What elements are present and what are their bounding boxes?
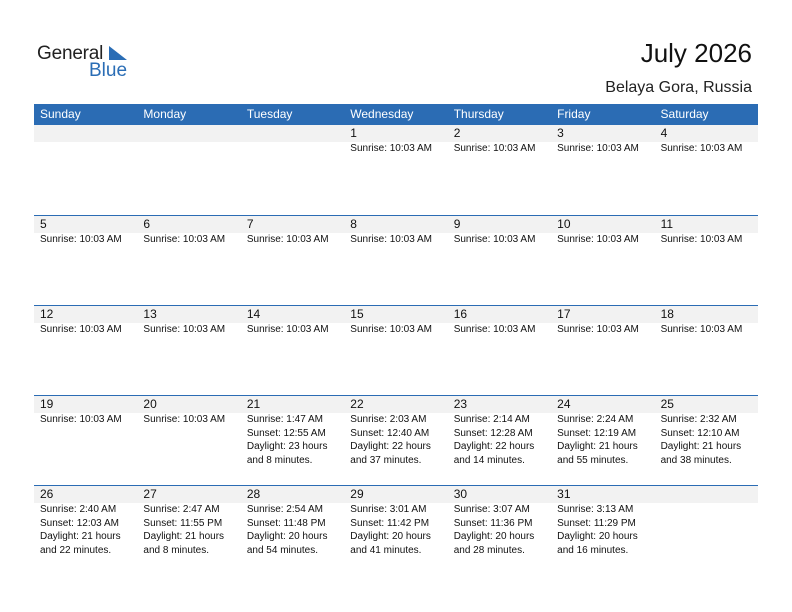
- sun-info: [247, 503, 344, 557]
- sun-info-line: Sunrise: 2:14 AM: [453, 414, 530, 425]
- sun-info: [454, 503, 551, 557]
- day-number: 1: [350, 126, 357, 140]
- day-cell-7: [241, 216, 344, 305]
- day-cell-21: [241, 396, 344, 485]
- sun-info-line: Sunrise: 10:03 AM: [557, 324, 639, 335]
- day-cell-3: [551, 125, 654, 214]
- logo-triangle-icon: [107, 46, 127, 64]
- week-row: [34, 485, 758, 576]
- day-number: 25: [660, 397, 674, 411]
- sun-info: [454, 323, 551, 337]
- sun-info-line: Sunrise: 10:03 AM: [453, 234, 536, 245]
- day-number: 20: [143, 397, 157, 411]
- sun-info: [350, 142, 447, 156]
- sun-info: [661, 323, 758, 337]
- sun-info: [247, 413, 344, 467]
- day-number: 7: [246, 217, 254, 231]
- sun-info-line: Sunrise: 10:03 AM: [350, 143, 432, 154]
- sun-info: [247, 233, 344, 247]
- sun-info: [661, 413, 758, 467]
- weekday-header-row: [34, 104, 758, 125]
- sun-info-line: Sunrise: 2:40 AM: [40, 504, 117, 515]
- sun-info: [40, 503, 137, 557]
- day-cell-22: [344, 396, 447, 485]
- sun-info: [143, 323, 240, 337]
- day-number: 24: [557, 397, 571, 411]
- day-number-bar: [137, 125, 240, 142]
- sun-info-line: and 8 minutes.: [246, 454, 313, 466]
- day-cell-28: [241, 486, 344, 575]
- sun-info-line: and 28 minutes.: [453, 544, 525, 556]
- day-number: 30: [453, 487, 468, 501]
- day-number: 22: [350, 397, 364, 411]
- sun-info: [454, 413, 551, 467]
- logo-blue-text: Blue: [89, 60, 128, 81]
- sun-info-line: Sunset: 12:55 AM: [246, 427, 326, 439]
- day-number: 23: [453, 397, 468, 411]
- sun-info: [557, 142, 654, 156]
- day-number: 31: [557, 487, 571, 501]
- day-number-bar: [34, 125, 137, 142]
- day-number: 16: [453, 307, 468, 321]
- day-number: 26: [40, 487, 54, 501]
- sun-info: [143, 233, 240, 247]
- week-row: [34, 395, 758, 486]
- day-cell-23: [448, 396, 551, 485]
- day-number-bar: [241, 125, 344, 142]
- sun-info-line: Sunrise: 2:24 AM: [557, 414, 634, 425]
- sun-info-line: Sunrise: 3:07 AM: [453, 504, 530, 515]
- sun-info-line: Sunrise: 10:03 AM: [660, 143, 743, 154]
- sun-info-line: and 37 minutes.: [350, 454, 422, 466]
- sun-info: [454, 233, 551, 247]
- weekday-header-friday: Friday: [557, 107, 591, 121]
- location-subtitle: Belaya Gora, Russia: [605, 79, 752, 96]
- day-cell-11: [655, 216, 758, 305]
- empty-day-cell: [655, 486, 758, 575]
- sun-info: [40, 413, 137, 427]
- day-cell-17: [551, 306, 654, 395]
- day-cell-24: [551, 396, 654, 485]
- sun-info: [661, 142, 758, 156]
- day-number: 4: [660, 126, 668, 140]
- sun-info-line: Sunset: 11:55 PM: [143, 517, 223, 529]
- sun-info-line: Sunrise: 10:03 AM: [557, 143, 639, 154]
- sun-info: [350, 413, 447, 467]
- sun-info-line: Sunset: 12:10 AM: [660, 427, 740, 439]
- day-number: 15: [350, 307, 364, 321]
- day-cell-18: [655, 306, 758, 395]
- sun-info-line: Sunset: 11:42 PM: [350, 517, 430, 529]
- sun-info: [661, 233, 758, 247]
- day-number: 28: [246, 487, 261, 501]
- empty-day-cell: [241, 125, 344, 214]
- weekday-header-sunday: Sunday: [40, 107, 81, 121]
- sun-info: [557, 323, 654, 337]
- day-number-bar: [655, 486, 758, 503]
- day-number: 10: [557, 217, 571, 231]
- sun-info-line: Sunset: 12:03 AM: [40, 517, 119, 529]
- sun-info: [350, 503, 447, 557]
- sun-info-line: Sunrise: 3:13 AM: [557, 504, 634, 515]
- sun-info-line: and 14 minutes.: [453, 454, 525, 466]
- day-cell-30: [448, 486, 551, 575]
- day-cell-9: [448, 216, 551, 305]
- day-cell-31: [551, 486, 654, 575]
- day-cell-2: [448, 125, 551, 214]
- day-cell-19: [34, 396, 137, 485]
- sun-info-line: Daylight: 21 hours: [40, 531, 121, 543]
- day-number: 18: [660, 307, 674, 321]
- logo: [37, 43, 137, 83]
- sun-info-line: Sunset: 12:19 AM: [557, 427, 637, 439]
- day-cell-25: [655, 396, 758, 485]
- sun-info: [557, 503, 654, 557]
- day-number: 19: [40, 397, 54, 411]
- sun-info-line: Sunrise: 10:03 AM: [143, 324, 226, 335]
- sun-info-line: Sunrise: 10:03 AM: [40, 234, 122, 245]
- day-cell-12: [34, 306, 137, 395]
- logo-general-text: General: [37, 43, 104, 64]
- sun-info: [40, 233, 137, 247]
- sun-info-line: Sunrise: 3:01 AM: [350, 504, 427, 515]
- sun-info-line: Sunrise: 10:03 AM: [660, 324, 743, 335]
- day-number: 17: [557, 307, 571, 321]
- week-row: [34, 125, 758, 215]
- day-cell-26: [34, 486, 137, 575]
- empty-day-cell: [137, 125, 240, 214]
- day-number: 2: [453, 126, 461, 140]
- sun-info-line: and 16 minutes.: [557, 544, 629, 556]
- day-number: 3: [557, 126, 564, 140]
- sun-info-line: Daylight: 22 hours: [350, 441, 431, 453]
- sun-info-line: Sunrise: 10:03 AM: [40, 324, 122, 335]
- sun-info-line: Sunset: 11:48 PM: [246, 517, 326, 529]
- day-number: 8: [350, 217, 357, 231]
- day-number: 29: [350, 487, 364, 501]
- sun-info-line: Sunrise: 10:03 AM: [453, 324, 536, 335]
- sun-info-line: Sunrise: 10:03 AM: [143, 414, 226, 425]
- sun-info-line: Sunset: 11:29 PM: [557, 517, 636, 529]
- day-cell-4: [655, 125, 758, 214]
- sun-info-line: Daylight: 21 hours: [557, 441, 638, 453]
- day-cell-5: [34, 216, 137, 305]
- sun-info-line: and 41 minutes.: [350, 544, 422, 556]
- sun-info: [40, 323, 137, 337]
- day-number: 27: [143, 487, 157, 501]
- sun-info: [143, 503, 240, 557]
- day-cell-16: [448, 306, 551, 395]
- sun-info-line: Daylight: 20 hours: [557, 531, 638, 543]
- day-number: 13: [143, 307, 157, 321]
- sun-info-line: and 8 minutes.: [143, 544, 210, 556]
- sun-info: [557, 413, 654, 467]
- week-row: [34, 215, 758, 306]
- weekday-header-monday: Monday: [143, 107, 187, 121]
- sun-info: [350, 233, 447, 247]
- day-cell-10: [551, 216, 654, 305]
- sun-info-line: and 54 minutes.: [246, 544, 319, 556]
- sun-info-line: Sunrise: 2:47 AM: [143, 504, 220, 515]
- sun-info: [557, 233, 654, 247]
- weekday-header-wednesday: Wednesday: [350, 107, 414, 121]
- day-cell-6: [137, 216, 240, 305]
- day-cell-13: [137, 306, 240, 395]
- sun-info-line: Daylight: 20 hours: [350, 531, 431, 543]
- sun-info-line: Sunrise: 10:03 AM: [350, 234, 432, 245]
- day-number: 21: [246, 397, 261, 411]
- sun-info-line: and 55 minutes.: [557, 454, 629, 466]
- sun-info: [454, 142, 551, 156]
- day-number: 12: [40, 307, 54, 321]
- week-row: [34, 305, 758, 396]
- sun-info-line: Daylight: 21 hours: [143, 531, 225, 543]
- sun-info-line: Sunrise: 10:03 AM: [557, 234, 639, 245]
- sun-info-line: Sunrise: 2:54 AM: [246, 504, 323, 515]
- sun-info-line: Daylight: 20 hours: [246, 531, 328, 543]
- sun-info: [350, 323, 447, 337]
- day-cell-27: [137, 486, 240, 575]
- sun-info-line: and 22 minutes.: [40, 544, 112, 556]
- weekday-header-saturday: Saturday: [660, 107, 709, 121]
- sun-info-line: Sunrise: 10:03 AM: [143, 234, 226, 245]
- day-number: 11: [660, 217, 674, 231]
- sun-info-line: Sunrise: 10:03 AM: [350, 324, 432, 335]
- day-cell-14: [241, 306, 344, 395]
- sun-info-line: Sunrise: 2:32 AM: [660, 414, 737, 425]
- day-number: 14: [246, 307, 261, 321]
- day-cell-29: [344, 486, 447, 575]
- sun-info-line: Sunrise: 10:03 AM: [246, 324, 329, 335]
- day-number: 9: [453, 217, 461, 231]
- sun-info-line: and 38 minutes.: [660, 454, 732, 466]
- sun-info: [247, 323, 344, 337]
- page-title: July 2026: [640, 38, 752, 68]
- sun-info-line: Daylight: 21 hours: [660, 441, 742, 453]
- sun-info-line: Sunrise: 1:47 AM: [246, 414, 323, 425]
- sun-info: [143, 413, 240, 427]
- sun-info-line: Daylight: 22 hours: [453, 441, 535, 453]
- day-cell-8: [344, 216, 447, 305]
- day-number: 5: [40, 217, 47, 231]
- sun-info-line: Sunrise: 10:03 AM: [40, 414, 122, 425]
- sun-info-line: Sunrise: 2:03 AM: [350, 414, 427, 425]
- sun-info-line: Sunset: 11:36 PM: [453, 517, 533, 529]
- sun-info-line: Daylight: 20 hours: [453, 531, 535, 543]
- day-number: 6: [143, 217, 151, 231]
- sun-info-line: Sunset: 12:28 AM: [453, 427, 533, 439]
- sun-info-line: Sunrise: 10:03 AM: [453, 143, 536, 154]
- day-cell-1: [344, 125, 447, 214]
- sun-info-line: Sunrise: 10:03 AM: [660, 234, 743, 245]
- sun-info-line: Sunrise: 10:03 AM: [246, 234, 329, 245]
- weekday-header-tuesday: Tuesday: [246, 107, 293, 121]
- sun-info-line: Daylight: 23 hours: [246, 441, 328, 453]
- weekday-header-thursday: Thursday: [453, 107, 504, 121]
- empty-day-cell: [34, 125, 137, 214]
- day-cell-20: [137, 396, 240, 485]
- sun-info-line: Sunset: 12:40 AM: [350, 427, 430, 439]
- day-cell-15: [344, 306, 447, 395]
